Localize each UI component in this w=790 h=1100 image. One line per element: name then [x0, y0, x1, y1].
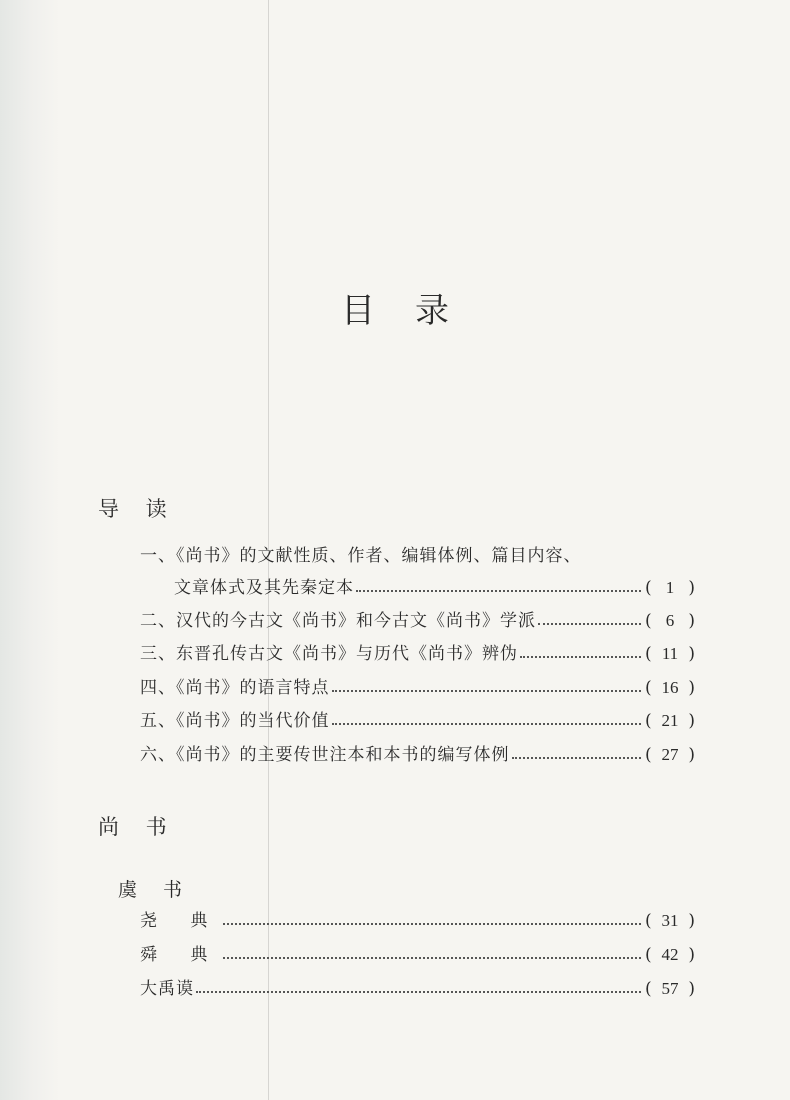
leader-dots [332, 690, 642, 692]
leader-dots [223, 923, 641, 925]
page-number: ( 27 ) [645, 745, 695, 765]
page-number: ( 11 ) [645, 644, 695, 664]
subsection-heading-yushu: 虞 书 [118, 879, 193, 901]
toc-entry-label: 六、《尚书》的主要传世注本和本书的编写体例 [140, 745, 510, 765]
toc-entry-6[interactable] [140, 740, 695, 766]
toc-entry-label: 大禹谟 [140, 979, 194, 999]
leader-dots [356, 590, 641, 592]
toc-entry-label: 文章体式及其先秦定本 [174, 578, 354, 598]
leader-dots [512, 757, 642, 759]
toc-entry-3[interactable] [140, 639, 695, 665]
toc-entry-4[interactable] [140, 673, 695, 699]
leader-dots [520, 656, 641, 658]
leader-dots [196, 991, 641, 993]
page-title: 目录 [341, 291, 489, 331]
toc-entry-label: 三、东晋孔传古文《尚书》与历代《尚书》辨伪 [140, 644, 518, 664]
toc-entry-1-line-1: 一、《尚书》的文献性质、作者、编辑体例、篇目内容、 [140, 546, 582, 566]
page-number: ( 6 ) [645, 611, 695, 631]
page-number: ( 31 ) [645, 911, 695, 931]
page-edge-shadow [0, 0, 60, 1100]
page-number: ( 57 ) [645, 979, 695, 999]
toc-entry-2[interactable] [140, 606, 695, 632]
section-heading-daodu: 导 读 [98, 497, 177, 521]
toc-entry-label: 舜 典 [140, 945, 222, 965]
page-number: ( 1 ) [645, 578, 695, 598]
toc-entry-5[interactable] [140, 706, 695, 732]
leader-dots [332, 723, 642, 725]
toc-entry-shundian[interactable] [140, 940, 695, 966]
section-heading-shangshu: 尚 书 [98, 815, 177, 839]
page-number: ( 16 ) [645, 678, 695, 698]
leader-dots [538, 623, 641, 625]
toc-entry-label: 二、汉代的今古文《尚书》和今古文《尚书》学派 [140, 611, 536, 631]
toc-entry-label: 五、《尚书》的当代价值 [140, 711, 330, 731]
toc-entry-1[interactable] [174, 573, 695, 599]
page-number: ( 42 ) [645, 945, 695, 965]
leader-dots [223, 957, 641, 959]
toc-entry-label: 尧 典 [140, 911, 222, 931]
toc-entry-dayumo[interactable] [140, 974, 695, 1000]
toc-entry-yaodian[interactable] [140, 906, 695, 932]
toc-entry-label: 四、《尚书》的语言特点 [140, 678, 330, 698]
page-number: ( 21 ) [645, 711, 695, 731]
